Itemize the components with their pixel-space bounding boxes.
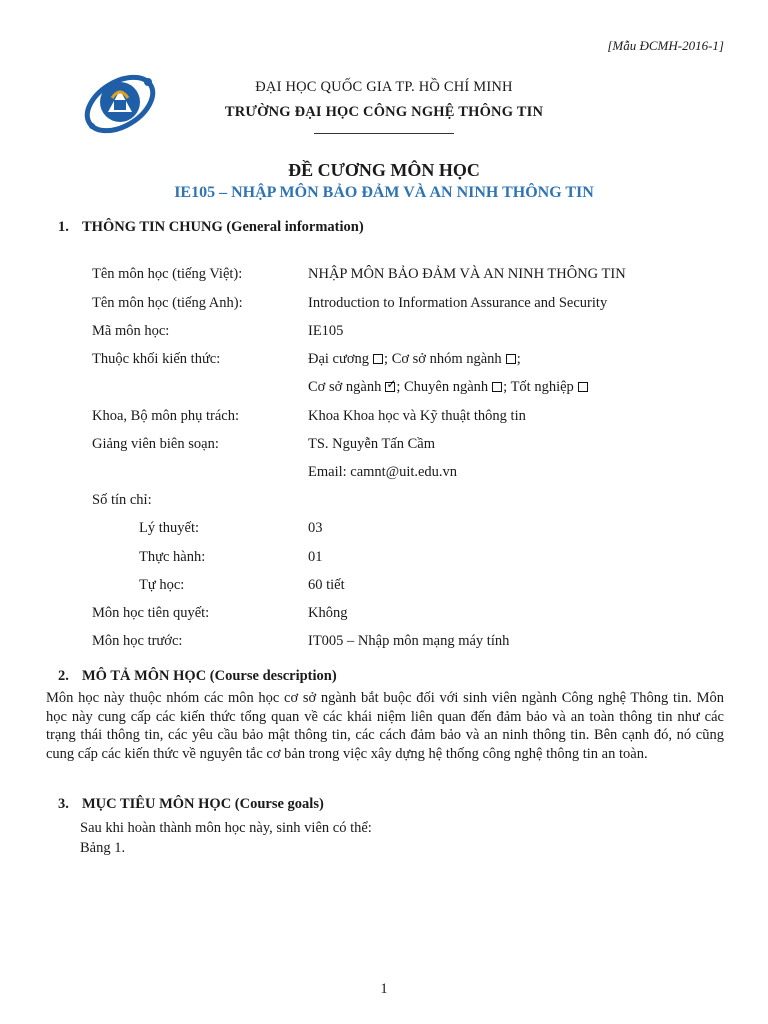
university-name: ĐẠI HỌC QUỐC GIA TP. HỒ CHÍ MINH: [255, 79, 513, 95]
name-en-label: Tên môn học (tiếng Anh):: [92, 295, 243, 311]
name-en-value: Introduction to Information Assurance and Security: [308, 295, 608, 311]
name-vi-value: NHẬP MÔN BẢO ĐẢM VÀ AN NINH THÔNG TIN: [308, 266, 626, 282]
name-vi-label: Tên môn học (tiếng Việt):: [92, 266, 243, 282]
lecturer-value: TS. Nguyễn Tấn Cầm: [308, 436, 435, 452]
course-code-label: Mã môn học:: [92, 323, 170, 339]
knowledge-block-row-2: Cơ sở ngành✓ ; Chuyên ngành ; Tốt nghiệp: [308, 379, 589, 396]
section-number: 2.: [58, 668, 69, 684]
self-study-value: 60 tiết: [308, 577, 345, 593]
practice-label: Thực hành:: [139, 549, 206, 565]
document-title: ĐỀ CƯƠNG MÔN HỌC: [288, 160, 480, 180]
course-code-value: IE105: [308, 323, 344, 339]
section-title: THÔNG TIN CHUNG (General information): [82, 219, 364, 235]
school-name: TRƯỜNG ĐẠI HỌC CÔNG NGHỆ THÔNG TIN: [224, 104, 544, 120]
section-3-heading: [58, 796, 324, 813]
lecturer-email: Email: camnt@uit.edu.vn: [308, 464, 458, 480]
credits-label: Số tín chỉ:: [92, 492, 152, 508]
prior-course-label: Môn học trước:: [92, 633, 183, 649]
prerequisite-value: Không: [308, 605, 348, 621]
checkbox-tot-nghiep[interactable]: [578, 382, 588, 392]
option-co-so-nhom-nganh: Cơ sở nhóm ngành: [391, 351, 502, 367]
section-number: 3.: [58, 796, 69, 812]
section-2-heading: [58, 668, 337, 685]
option-dai-cuong: Đại cương: [308, 351, 370, 367]
checkbox-chuyen-nganh[interactable]: [492, 382, 502, 392]
form-code: [Mẫu ĐCMH-2016-1]: [607, 38, 724, 53]
option-co-so-nganh: Cơ sở ngành: [308, 379, 382, 395]
goals-intro: Sau khi hoàn thành môn học này, sinh viên có thể:: [80, 820, 372, 836]
knowledge-block-label: Thuộc khối kiến thức:: [92, 351, 221, 367]
section-number: 1.: [58, 219, 69, 235]
theory-label: Lý thuyết:: [139, 520, 200, 536]
self-study-label: Tự học:: [139, 577, 185, 593]
checkbox-co-so-nhom-nganh[interactable]: [506, 354, 516, 364]
page-number: 1: [380, 981, 388, 997]
header-divider: [314, 133, 454, 134]
section-title: MÔ TẢ MÔN HỌC (Course description): [82, 668, 337, 684]
checkbox-co-so-nganh-checked[interactable]: [385, 382, 395, 392]
practice-value: 01: [308, 549, 323, 565]
section-title: MỤC TIÊU MÔN HỌC (Course goals): [82, 796, 324, 812]
table-reference: Bảng 1.: [80, 840, 126, 856]
university-logo: [78, 60, 162, 144]
department-label: Khoa, Bộ môn phụ trách:: [92, 408, 239, 424]
option-tot-nghiep: Tốt nghiệp: [510, 379, 574, 395]
option-chuyen-nganh: Chuyên ngành: [404, 379, 489, 395]
lecturer-label: Giảng viên biên soạn:: [92, 436, 219, 452]
course-description: Môn học này thuộc nhóm các môn học cơ sở ngành bắt buộc đối với sinh viên ngành Công nghệ Thông tin. Môn học này cung cấp các kiến thức tổng quan về các khái niệm liên quan đến đảm bảo và an toàn thông tin như các trạng thái thông tin, các yêu cầu bảo mật thông tin, các cách đảm bảo và an ninh thông tin. Bên cạnh đó, nó cũng cung cấp các kiến thức về nguyên tắc cơ bản trong việc xây dựng hệ thống công nghệ thông tin an toàn.: [46, 690, 724, 762]
prerequisite-label: Môn học tiên quyết:: [92, 605, 210, 621]
knowledge-block-row-1: Đại cương ; Cơ sở nhóm ngành ;: [308, 351, 521, 367]
theory-value: 03: [308, 520, 323, 536]
checkbox-dai-cuong[interactable]: [373, 354, 383, 364]
section-1-heading: [58, 219, 364, 236]
department-value: Khoa Khoa học và Kỹ thuật thông tin: [308, 408, 526, 424]
prior-course-value: IT005 – Nhập môn mạng máy tính: [308, 633, 510, 649]
course-title: IE105 – NHẬP MÔN BẢO ĐẢM VÀ AN NINH THÔNG TIN: [174, 184, 594, 201]
